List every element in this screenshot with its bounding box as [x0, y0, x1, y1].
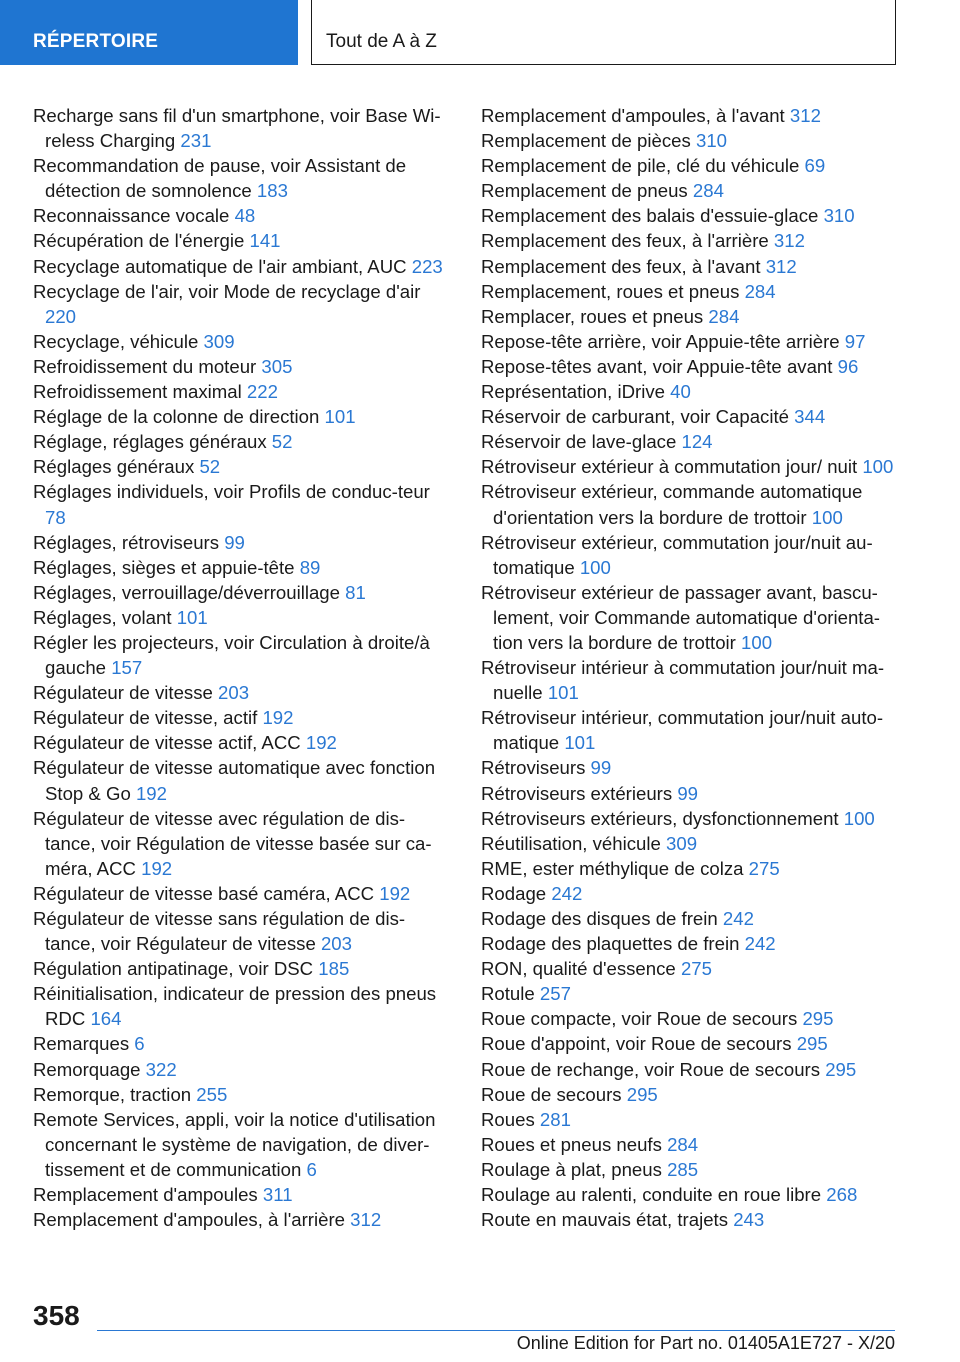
page-reference-link[interactable]: 99 — [224, 531, 245, 553]
page-reference-link[interactable]: 192 — [135, 782, 167, 804]
page-reference-link[interactable]: 6 — [134, 1033, 145, 1055]
index-term: Rodage des disques de frein — [481, 908, 718, 929]
index-term: Réglages, sièges et appuie-tête — [33, 556, 295, 578]
index-entry — [481, 781, 901, 806]
index-term: Remplacement des balais d'essuie-glace — [481, 205, 819, 227]
page-reference-link[interactable]: 101 — [564, 732, 596, 754]
page-reference-link[interactable]: 242 — [722, 908, 754, 929]
index-term: Rétroviseur extérieur de passager avant, bascu‐lement, voir Commande automatique d'orienta‐tion vers la bordure de trottoir — [481, 581, 880, 653]
page-reference-link[interactable]: 48 — [234, 205, 256, 227]
index-entry — [481, 1057, 901, 1082]
page-reference-link[interactable]: 52 — [271, 431, 293, 453]
index-term: Rodage des plaquettes de frein — [481, 933, 740, 955]
page-reference-link[interactable]: 124 — [681, 431, 713, 453]
index-term: Récupération de l'énergie — [33, 230, 245, 252]
index-term: Réservoir de carburant, voir Capacité — [481, 406, 789, 428]
index-entry — [481, 329, 901, 354]
section-tab — [0, 0, 298, 65]
page-reference-link[interactable]: 99 — [590, 757, 612, 779]
index-entry — [33, 806, 453, 881]
index-entry — [481, 1132, 901, 1157]
index-entry — [481, 1006, 901, 1031]
page-reference-link[interactable]: 309 — [666, 832, 698, 854]
page-reference-link[interactable]: 312 — [789, 105, 821, 126]
index-term: Remplacement de pièces — [481, 130, 691, 152]
index-term: Remplacement de pile, clé du véhicule — [481, 155, 800, 177]
index-term: Roue de secours — [481, 1083, 622, 1105]
index-entry — [481, 254, 901, 279]
page-reference-link[interactable]: 243 — [733, 1209, 765, 1231]
index-term: Régulateur de vitesse actif, ACC — [33, 732, 301, 754]
index-entry — [481, 429, 901, 454]
index-term: Réglages individuels, voir Profils de conduc‐teur — [33, 481, 430, 503]
page-reference-link[interactable]: 192 — [305, 732, 337, 754]
index-entry — [481, 228, 901, 253]
index-entry — [481, 931, 901, 956]
index-term: Recyclage, véhicule — [33, 330, 199, 352]
index-term: Régulateur de vitesse basé caméra, ACC — [33, 882, 375, 904]
index-term: Refroidissement du moteur — [33, 355, 257, 377]
page-reference-link[interactable]: 284 — [744, 280, 776, 302]
index-entry — [481, 881, 901, 906]
index-term: Roue d'appoint, voir Roue de secours — [481, 1033, 792, 1055]
index-entry — [33, 1207, 453, 1232]
page-reference-link[interactable]: 69 — [804, 155, 826, 177]
index-entry — [33, 404, 453, 429]
index-entry — [33, 730, 453, 755]
chapter-title: Tout de A à Z — [326, 31, 437, 52]
index-entry — [481, 404, 901, 429]
index-term: Réglages, rétroviseurs — [33, 531, 220, 553]
index-entry — [33, 956, 453, 981]
index-term: Recharge sans fil d'un smartphone, voir Base Wi‐reless Charging — [33, 105, 441, 152]
index-term: Roulage au ralenti, conduite en roue libre — [481, 1184, 822, 1206]
page-reference-link[interactable]: 295 — [626, 1083, 658, 1105]
index-term: Rétroviseur extérieur à commutation jour/ nuit — [481, 456, 858, 478]
index-entry — [33, 1031, 453, 1056]
index-term: Recyclage de l'air, voir Mode de recyclage d'air — [33, 280, 421, 302]
page-reference-link[interactable]: 96 — [837, 355, 859, 377]
page-reference-link[interactable]: 344 — [794, 406, 826, 428]
index-term: Rotule — [481, 983, 535, 1005]
page-reference-link[interactable]: 203 — [320, 933, 352, 955]
index-entry — [33, 254, 453, 279]
page-reference-link[interactable]: 40 — [670, 381, 691, 403]
index-entry — [33, 605, 453, 630]
footer-divider — [97, 1330, 895, 1331]
index-term: Remplacement de pneus — [481, 180, 688, 202]
index-entry — [481, 755, 901, 780]
index-entry — [481, 128, 901, 153]
index-term: Recommandation de pause, voir Assistant de détection de somnolence — [33, 155, 407, 202]
page-reference-link[interactable]: 281 — [539, 1108, 571, 1130]
index-entry — [33, 153, 453, 203]
index-term: Régulateur de vitesse — [33, 682, 213, 704]
page-reference-link[interactable]: 223 — [411, 255, 443, 277]
index-entry — [33, 1082, 453, 1107]
page-reference-link[interactable]: 242 — [551, 882, 583, 904]
page-reference-link[interactable]: 268 — [826, 1184, 858, 1206]
page-reference-link[interactable]: 309 — [203, 330, 235, 352]
page-reference-link[interactable]: 275 — [748, 857, 780, 879]
page-reference-link[interactable]: 312 — [773, 230, 805, 252]
index-term: Rétroviseurs — [481, 757, 586, 779]
page-reference-link[interactable]: 203 — [218, 682, 250, 704]
index-term: Refroidissement maximal — [33, 381, 242, 403]
index-entry — [33, 279, 453, 329]
page-reference-link[interactable]: 322 — [145, 1058, 177, 1080]
index-term: Rétroviseur extérieur, commutation jour/nuit au‐tomatique — [481, 531, 873, 578]
index-term: Réglages, volant — [33, 606, 172, 628]
index-entry — [481, 454, 901, 479]
index-entry — [481, 1107, 901, 1132]
page-reference-link[interactable]: 311 — [262, 1184, 293, 1206]
index-term: Régulateur de vitesse sans régulation de dis‐tance, voir Régulateur de vitesse — [33, 908, 406, 955]
page-reference-link[interactable]: 295 — [802, 1008, 834, 1030]
page-reference-link[interactable]: 192 — [379, 882, 411, 904]
index-entry — [481, 1182, 901, 1207]
index-term: Régler les projecteurs, voir Circulation à droite/à gauche — [33, 631, 430, 679]
index-term: Réglages généraux — [33, 456, 195, 478]
index-term: Réservoir de lave-glace — [481, 431, 677, 453]
page-reference-link[interactable]: 78 — [45, 506, 66, 528]
index-term: Régulation antipatinage, voir DSC — [33, 958, 314, 980]
index-term: Rétroviseurs extérieurs — [481, 782, 673, 804]
page-reference-link[interactable]: 284 — [708, 305, 740, 327]
index-term: Roues — [481, 1108, 535, 1130]
index-term: Repose-tête arrière, voir Appuie-tête arrière — [481, 330, 840, 352]
page-reference-link[interactable]: 100 — [862, 456, 894, 478]
page-reference-link[interactable]: 6 — [306, 1158, 317, 1180]
page-reference-link[interactable]: 81 — [345, 581, 366, 603]
page-reference-link[interactable]: 310 — [695, 130, 728, 152]
index-term: RON, qualité d'essence — [481, 958, 676, 980]
page-reference-link[interactable]: 164 — [90, 1008, 122, 1030]
index-entry — [481, 831, 901, 856]
index-entry — [33, 1182, 453, 1207]
index-entry — [481, 981, 901, 1006]
index-column-left — [33, 103, 453, 1232]
index-entry — [33, 680, 453, 705]
index-term: Régulateur de vitesse avec régulation de dis‐tance, voir Régulation de vitesse basée sur ca‐méra, ACC — [33, 807, 432, 879]
page-reference-link[interactable]: 284 — [692, 180, 724, 202]
index-entry — [33, 630, 453, 680]
section-title: RÉPERTOIRE — [33, 31, 159, 52]
page-reference-link[interactable]: 101 — [324, 406, 356, 428]
index-term: Régulateur de vitesse automatique avec fonction Stop & Go — [33, 757, 436, 804]
index-entry — [481, 279, 901, 304]
index-term: RME, ester méthylique de colza — [481, 857, 744, 879]
page-reference-link[interactable]: 100 — [741, 631, 773, 653]
page-reference-link[interactable]: 242 — [744, 933, 776, 955]
index-term: Réutilisation, véhicule — [481, 832, 661, 854]
index-entry — [33, 906, 453, 956]
index-entry — [481, 655, 901, 705]
page-reference-link[interactable]: 255 — [196, 1083, 228, 1105]
page-reference-link[interactable]: 312 — [350, 1209, 382, 1231]
page-reference-link[interactable]: 222 — [246, 381, 278, 403]
index-entry — [33, 1057, 453, 1082]
index-entry — [481, 856, 901, 881]
index-term: Route en mauvais état, trajets — [481, 1209, 729, 1231]
index-term: Réglage, réglages généraux — [33, 431, 267, 453]
index-entry — [33, 454, 453, 479]
page-reference-link[interactable]: 231 — [180, 130, 212, 152]
index-entry — [481, 178, 901, 203]
index-term: Régulateur de vitesse, actif — [33, 707, 258, 729]
index-entry — [33, 705, 453, 730]
index-entry — [33, 881, 453, 906]
page-reference-link[interactable]: 285 — [667, 1158, 699, 1180]
index-entry — [33, 1107, 453, 1182]
page-reference-link[interactable]: 101 — [547, 682, 579, 704]
index-term: Rétroviseur extérieur, commande automatique d'orientation vers la bordure de trottoir — [481, 481, 863, 528]
page-reference-link[interactable]: 257 — [539, 983, 571, 1005]
index-entry — [481, 906, 901, 931]
edition-footer: Online Edition for Part no. 01405A1E727 - X/20 — [516, 1333, 895, 1353]
page-number: 358 — [33, 1300, 80, 1331]
page-reference-link[interactable]: 100 — [843, 807, 875, 829]
index-term: Remplacement des feux, à l'avant — [481, 255, 761, 277]
page-reference-link[interactable]: 100 — [579, 556, 611, 578]
index-entry — [33, 354, 453, 379]
index-term: Remorque, traction — [33, 1083, 192, 1105]
page-reference-link[interactable]: 97 — [844, 330, 866, 352]
index-entry — [481, 1207, 901, 1232]
index-term: Roue compacte, voir Roue de secours — [481, 1008, 798, 1030]
page-reference-link[interactable]: 312 — [765, 255, 797, 277]
index-entry — [481, 379, 901, 404]
index-entry — [33, 203, 453, 228]
index-term: Remplacement, roues et pneus — [481, 280, 740, 302]
page-reference-link[interactable]: 305 — [261, 355, 293, 377]
index-term: Remplacement d'ampoules, à l'avant — [481, 105, 785, 126]
index-term: Rétroviseur intérieur à commutation jour/nuit ma‐nuelle — [481, 657, 885, 704]
index-entry — [481, 1082, 901, 1107]
page-reference-link[interactable]: 157 — [111, 657, 143, 679]
index-term: Réglages, verrouillage/déverrouillage — [33, 581, 340, 603]
index-term: Remplacement d'ampoules, à l'arrière — [33, 1209, 345, 1231]
index-term: Rétroviseur intérieur, commutation jour/nuit auto‐matique — [481, 707, 884, 754]
index-entry — [33, 228, 453, 253]
page-reference-link[interactable]: 99 — [677, 782, 699, 804]
index-term: Roues et pneus neufs — [481, 1133, 662, 1155]
page-reference-link[interactable]: 100 — [811, 506, 843, 528]
index-entry — [33, 329, 453, 354]
index-entry — [481, 530, 901, 580]
index-term: Réglage de la colonne de direction — [33, 406, 320, 428]
page-reference-link[interactable]: 310 — [823, 205, 855, 227]
page-reference-link[interactable]: 295 — [796, 1033, 828, 1055]
index-entry — [33, 755, 453, 805]
index-entry — [481, 806, 901, 831]
index-term: Reconnaissance vocale — [33, 205, 230, 227]
page-reference-link[interactable]: 220 — [45, 305, 77, 327]
index-term: Remplacement des feux, à l'arrière — [481, 230, 769, 252]
index-term: Remorquage — [33, 1058, 141, 1080]
index-term: Remplacement d'ampoules — [33, 1184, 258, 1206]
index-entry — [481, 203, 901, 228]
index-entry — [481, 103, 901, 128]
index-entry — [33, 580, 453, 605]
index-entry — [33, 530, 453, 555]
page-reference-link[interactable]: 284 — [667, 1133, 699, 1155]
page-reference-link[interactable]: 295 — [825, 1058, 857, 1080]
index-entry — [33, 103, 453, 153]
index-term: Réinitialisation, indicateur de pression des pneus RDC — [33, 983, 437, 1030]
index-entry — [481, 1157, 901, 1182]
index-term: Roue de rechange, voir Roue de secours — [481, 1058, 821, 1080]
index-term: Repose-têtes avant, voir Appuie-tête avant — [481, 355, 833, 377]
index-entry — [481, 1031, 901, 1056]
page-reference-link[interactable]: 192 — [262, 707, 294, 729]
page-reference-link[interactable]: 185 — [318, 958, 350, 980]
index-entry — [481, 705, 901, 755]
index-entry — [481, 354, 901, 379]
index-entry — [481, 479, 901, 529]
index-entry — [33, 429, 453, 454]
index-term: Rodage — [481, 882, 547, 904]
page-reference-link[interactable]: 141 — [249, 230, 281, 252]
index-term: Remplacer, roues et pneus — [481, 305, 704, 327]
index-term: Remote Services, appli, voir la notice d'utilisation concernant le système de navigation, de diver‐tissement et de communication — [33, 1108, 436, 1180]
index-entry — [481, 304, 901, 329]
index-term: Remarques — [33, 1033, 130, 1055]
index-term: Rétroviseurs extérieurs, dysfonctionnement — [481, 807, 839, 829]
page-reference-link[interactable]: 101 — [176, 606, 208, 628]
index-term: Recyclage automatique de l'air ambiant, AUC — [33, 255, 407, 277]
page-reference-link[interactable]: 192 — [141, 857, 173, 879]
page-reference-link[interactable]: 52 — [199, 456, 221, 478]
index-entry — [33, 555, 453, 580]
index-entry — [33, 981, 453, 1031]
index-entry — [33, 379, 453, 404]
index-column-right — [481, 103, 901, 1232]
chapter-tab — [311, 0, 896, 65]
index-entry — [481, 580, 901, 655]
index-term: Représentation, iDrive — [481, 381, 665, 403]
page-reference-link[interactable]: 89 — [299, 556, 321, 578]
index-entry — [481, 956, 901, 981]
page-reference-link[interactable]: 183 — [256, 180, 288, 202]
page-reference-link[interactable]: 275 — [680, 958, 712, 980]
index-entry — [33, 479, 453, 529]
index-term: Roulage à plat, pneus — [481, 1158, 662, 1180]
index-entry — [481, 153, 901, 178]
